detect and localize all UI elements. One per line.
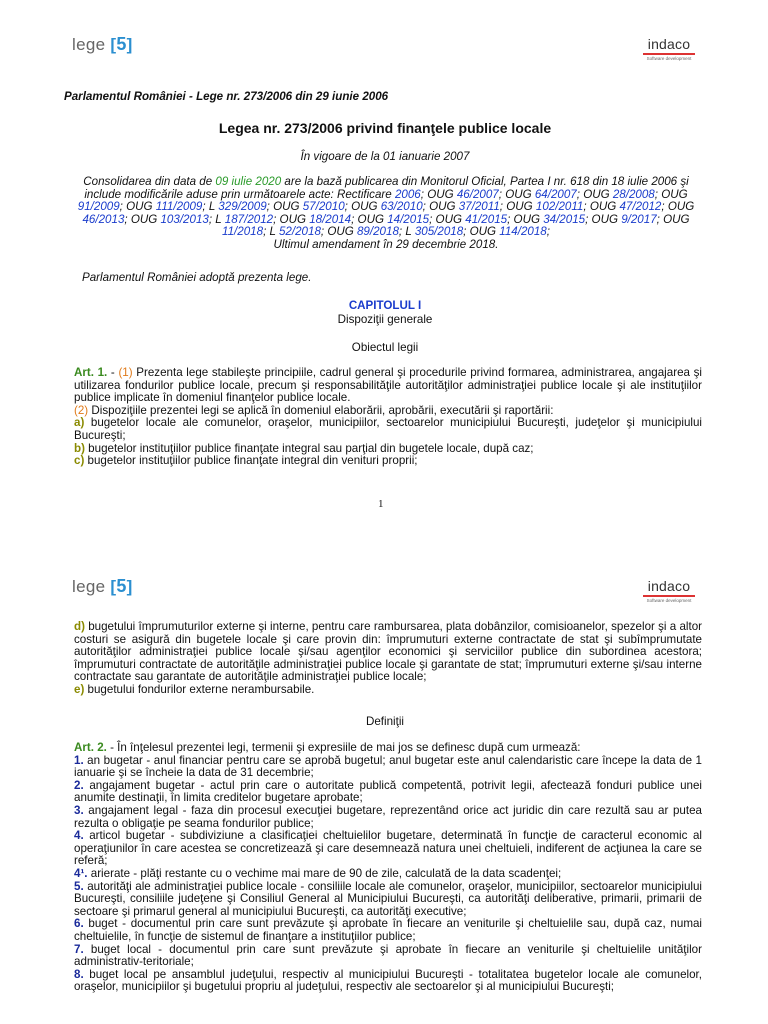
definitions-list	[62, 755, 702, 994]
amending-act-separator: ; OUG	[654, 187, 688, 201]
definition-number: 4¹.	[74, 866, 88, 880]
in-force-date: În vigoare de la 01 ianuarie 2007	[300, 150, 470, 163]
amending-act-separator: ; OUG	[498, 187, 535, 201]
article-1-continued	[62, 621, 702, 697]
article-label: Art. 1.	[74, 366, 108, 379]
indaco-logo[interactable]: indaco Software development	[641, 578, 697, 603]
amending-act-link[interactable]: 63/2010	[380, 200, 423, 214]
amending-act-separator: ; OUG	[420, 187, 457, 201]
definition-text: arierate - plăţi restante cu o vechime mai mare de 90 de zile, calculată de la data scadenţei;	[87, 866, 562, 880]
amending-act-separator: ; OUG	[661, 200, 695, 214]
definition-text: autorităţi ale administraţiei publice locale - consiliile locale ale comunelor, oraşelor, municipiilor, sectoarelor municipiului Bucureşti, consiliile judeţene şi Consiliul General al Municipiului Bucureşti, ca autorităţi deliberative, primarii, primarii de sectoare şi primarul general al municipiului Bucureşti, ca autorităţi executive;	[74, 879, 702, 918]
amending-act-separator: ; OUG	[320, 225, 357, 239]
amending-act-separator: ; L	[398, 225, 415, 239]
definition-item	[62, 881, 702, 919]
article-1-para-1: Art. 1. - (1) Prezenta lege stabileşte principiile, cadrul general şi procedurile privind formarea, administrarea, angajarea şi utilizarea fondurilor publice locale, precum şi responsabilităţile autorităţilor administraţiei publice locale şi ale instituţiilor publice implicate în domeniul finanţelor publice locale.	[74, 366, 702, 405]
amending-act-separator: ; L	[263, 225, 279, 239]
definition-number: 2.	[74, 778, 84, 792]
amending-act-separator: ; OUG	[576, 187, 613, 201]
article-1	[62, 367, 702, 468]
amending-act-separator: ; OUG	[344, 200, 381, 214]
amending-act-link[interactable]: 305/2018	[414, 225, 464, 239]
law-title: Legea nr. 273/2006 privind finanţele publice locale	[218, 120, 552, 136]
definition-item	[62, 918, 702, 943]
amending-act-link[interactable]: 103/2013	[160, 212, 209, 226]
amending-act-link[interactable]: 28/2008	[612, 187, 655, 201]
article-1-para-2: (2) Dispoziţiile prezentei legi se aplică în domeniul elaborării, aprobării, executării şi raportării:	[74, 403, 554, 417]
definition-number: 7.	[74, 942, 84, 956]
definition-number: 3.	[74, 803, 84, 817]
lege5-logo[interactable]: lege [5]	[72, 576, 133, 596]
definition-number: 5.	[74, 879, 84, 893]
item-text: bugetului fondurilor externe nerambursabile.	[84, 682, 315, 696]
definition-item	[62, 755, 702, 780]
item-letter: e)	[74, 682, 85, 696]
article-2	[62, 742, 702, 994]
amending-act-link[interactable]: 9/2017	[621, 212, 657, 226]
definition-text: articol bugetar - subdiviziune a clasificaţiei cheltuielilor bugetare, determinată în funcţie de caracterul economic al operaţiunilor în care acestea se concretizează şi care desemnează natura unei cheltuieli, indiferent de acţiunea la care se referă;	[74, 829, 702, 868]
amending-act-separator: ; OUG	[351, 212, 388, 226]
amending-act-link[interactable]: 2006	[394, 187, 421, 201]
list-item	[62, 455, 702, 468]
amending-act-link[interactable]: 41/2015	[465, 212, 508, 226]
definition-number: 6.	[74, 917, 84, 931]
item-text: bugetelor locale ale comunelor, oraşelor, municipiilor, sectoarelor municipiului Bucureşti, judeţelor şi municipiului Bucureşti;	[74, 416, 702, 442]
item-letter: b)	[74, 441, 85, 455]
document-source-line: Parlamentul României - Lege nr. 273/2006 din 29 iunie 2006	[64, 90, 389, 103]
article-1-items-continued	[62, 621, 702, 697]
amending-act-link[interactable]: 52/2018	[278, 225, 321, 239]
indaco-logo[interactable]: indaco Software development	[641, 36, 697, 61]
definition-item	[62, 944, 702, 969]
consolidation-date: 09 iulie 2020	[215, 175, 282, 188]
amending-act-separator: ; L	[208, 212, 225, 226]
section-heading: Definiţii	[365, 715, 404, 728]
article-label: Art. 2.	[74, 741, 107, 754]
definition-number: 4.	[74, 829, 84, 843]
amending-act-link[interactable]: 102/2011	[535, 200, 584, 214]
amending-act-link[interactable]: 111/2009	[155, 200, 203, 214]
amending-act-separator: ; OUG	[656, 212, 690, 226]
lege5-logo[interactable]: lege [5]	[72, 34, 133, 54]
amending-act-link[interactable]: 11/2018	[222, 225, 264, 239]
item-letter: a)	[74, 416, 85, 430]
definition-text: buget local - documentul prin care sunt prevăzute şi aprobate în fiecare an veniturile şi cheltuielile unităţilor administrativ-teritoriale;	[74, 942, 702, 969]
amending-act-separator: ; OUG	[266, 200, 303, 214]
item-text: bugetelor instituţiilor publice finanţate integral din venituri proprii;	[84, 454, 418, 468]
definition-number: 1.	[74, 753, 84, 767]
amending-act-link[interactable]: 187/2012	[224, 212, 274, 226]
definition-text: buget local pe ansamblul judeţului, respectiv al municipiului Bucureşti - totalitatea bugetelor locale ale comunelor, oraşelor, municipiilor şi bugetului propriu al judeţului, respectiv ale sectoarelor şi al municipiului Bucureşti;	[74, 967, 702, 994]
amending-act-link[interactable]: 14/2015	[387, 212, 430, 226]
definition-text: an bugetar - anul financiar pentru care se aprobă bugetul; anul bugetar este anul calendaristic care începe la data de 1 ianuarie şi se încheie la data de 31 decembrie;	[74, 753, 702, 780]
article-1-items	[62, 417, 702, 467]
definition-text: angajament legal - faza din procesul execuţiei bugetare, reprezentând orice act juridic din care rezultă sau ar putea rezulta o obligaţie pe seama fondurilor publice;	[74, 803, 702, 830]
definition-text: buget - documentul prin care sunt prevăzute şi aprobate în fiecare an veniturile şi cheltuielile sau, după caz, numai cheltuielile, în funcţie de sistemul de finanţare a instituţiilor publice;	[74, 917, 702, 943]
definition-text: angajament bugetar - actul prin care o autoritate publică competentă, potrivit legii, afectează fonduri publice unei anumite destinaţii, în limita creditelor bugetare aprobate;	[74, 778, 702, 805]
document-page-2	[0, 560, 768, 1024]
amending-act-separator: ; OUG	[499, 200, 536, 214]
item-text: bugetelor instituţiilor publice finanţate integral sau parţial din bugetele locale, după caz;	[84, 441, 534, 455]
amending-act-separator: ; OUG	[507, 212, 544, 226]
amending-act-separator: ;	[546, 225, 550, 239]
definition-item	[62, 830, 702, 868]
amending-act-separator: ; OUG	[429, 212, 466, 226]
amending-act-link[interactable]: 37/2011	[458, 200, 500, 214]
definition-item	[62, 780, 702, 805]
list-item	[62, 621, 702, 684]
list-item	[62, 684, 702, 697]
item-text: bugetului împrumuturilor externe şi interne, pentru care rambursarea, plata dobânzilor, comisioanelor, spezelor şi a altor costuri se asigură din bugetele locale şi care provin din: împrumuturi externe contractate de stat şi subîmprumutate autorităţilor administraţiei publice locale şi/sau agenţilor economici şi serviciilor publice din subordinea acestora; împrumuturi contractate de autorităţile administraţiei publice locale şi garantate de stat; împrumuturi externe şi/sau interne contractate sau garantate de autorităţile administraţiei publice locale;	[74, 620, 702, 684]
definition-item	[62, 805, 702, 830]
amending-act-link[interactable]: 46/2013	[82, 212, 125, 226]
amending-act-link[interactable]: 57/2010	[302, 200, 345, 214]
amending-act-link[interactable]: 46/2007	[456, 187, 499, 201]
amending-act-link[interactable]: 114/2018	[499, 225, 547, 239]
amending-act-separator: ; OUG	[585, 212, 622, 226]
amending-act-separator: ; OUG	[119, 200, 156, 214]
section-heading: Obiectul legii	[351, 341, 419, 354]
amending-act-separator: ; OUG	[124, 212, 161, 226]
consolidation-note: Consolidarea din data de 09 iulie 2020 are la bază publicarea din Monitorul Oficial, Partea I nr. 618 din 18 iulie 2006 şi include modificările aduse prin următoarele acte: Rectificare 2006; OUG 46/2007; OUG 64/2007; OUG 28/2008; OUG 91/2009; OUG 111/2009; L 329/2009; OUG 57/2010; OUG 63/2010; OUG 37/2011; OUG 102/2011; OUG 47/2012; OUG 46/2013; OUG 103/2013; L 187/2012; OUG 18/2014; OUG 14/2015; OUG 41/2015; OUG 34/2015; OUG 9/2017; OUG 11/2018; L 52/2018; OUG 89/2018; L 305/2018; OUG 114/2018; Ultimul amendament în 29 decembrie 2018.	[77, 175, 695, 251]
amending-act-separator: ; OUG	[273, 212, 310, 226]
definition-number: 8.	[74, 967, 84, 981]
last-amendment: Ultimul amendament în 29 decembrie 2018.	[273, 237, 499, 251]
article-2-intro: Art. 2. - În înţelesul prezentei legi, termenii şi expresiile de mai jos se definesc după cum urmează:	[74, 741, 581, 754]
item-letter: c)	[74, 454, 85, 468]
chapter-heading: CAPITOLUL I	[348, 299, 422, 312]
amending-act-link[interactable]: 91/2009	[77, 200, 120, 214]
amending-act-link[interactable]: 47/2012	[619, 200, 662, 214]
amending-act-separator: ; OUG	[583, 200, 620, 214]
item-letter: d)	[74, 620, 85, 633]
definition-item	[62, 969, 702, 994]
page-number: 1	[378, 498, 384, 510]
amending-act-link[interactable]: 34/2015	[543, 212, 586, 226]
chapter-title: Dispoziţii generale	[337, 313, 433, 326]
adoption-statement: Parlamentul României adoptă prezenta lege.	[82, 271, 312, 284]
list-item	[62, 417, 702, 442]
amending-act-separator: ; OUG	[463, 225, 500, 239]
amending-act-separator: ; OUG	[422, 200, 459, 214]
amending-act-link[interactable]: 64/2007	[534, 187, 577, 201]
amending-act-link[interactable]: 18/2014	[309, 212, 352, 226]
amending-act-link[interactable]: 89/2018	[356, 225, 399, 239]
amending-act-separator: ; L	[202, 200, 219, 214]
amending-act-link[interactable]: 329/2009	[218, 200, 267, 214]
